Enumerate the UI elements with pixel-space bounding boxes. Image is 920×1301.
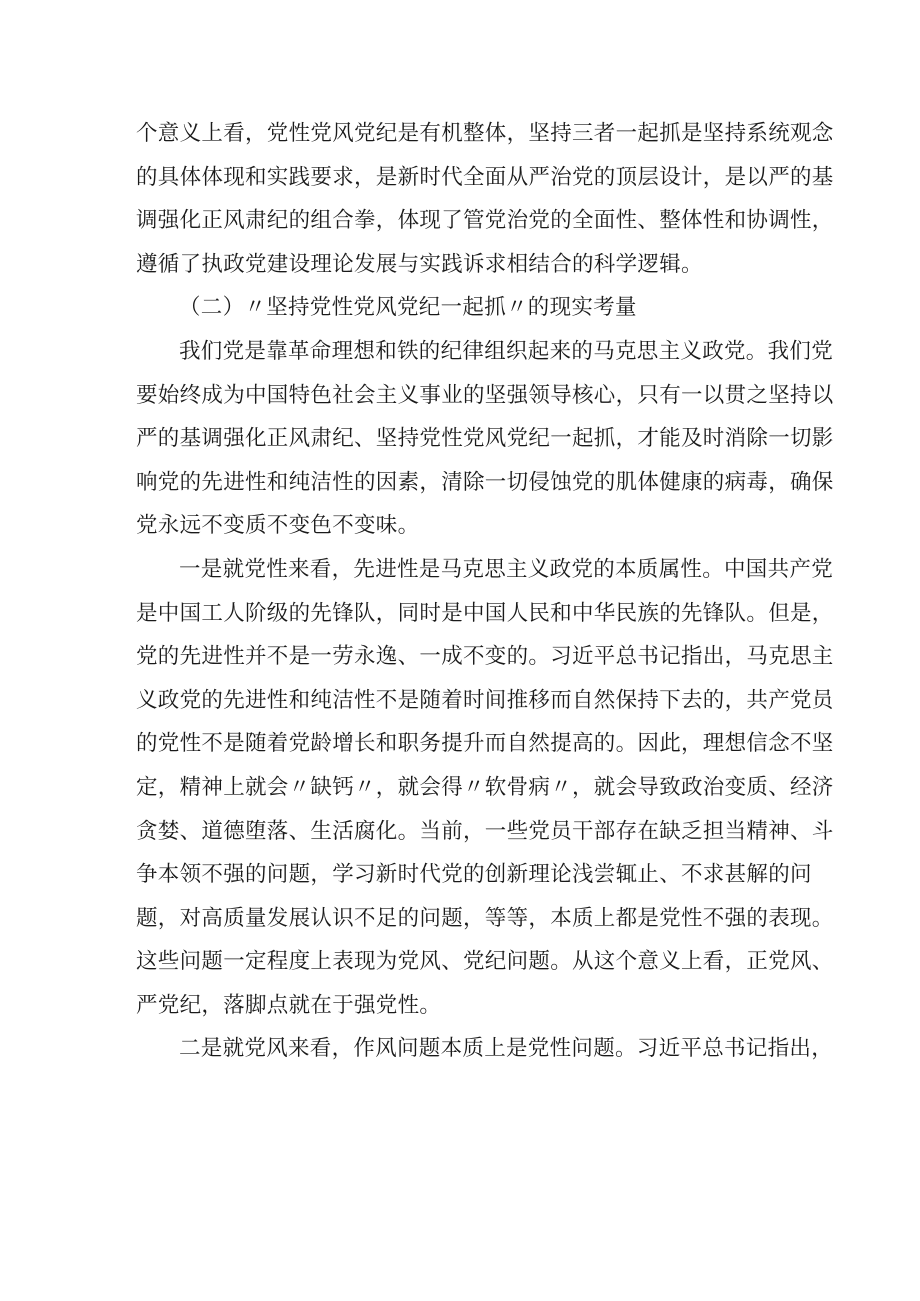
text-line: 贪婪、道德堕落、生活腐化。当前，一些党员干部存在缺乏担当精神、斗 [136, 818, 834, 844]
heading-text: （二）〃坚持党性党风党纪一起抓〃的现实考量 [179, 295, 637, 321]
section-heading [136, 286, 790, 330]
text-line: 遵循了执政党建设理论发展与实践诉求相结合的科学逻辑。 [136, 251, 703, 277]
text-line: 是中国工人阶级的先锋队，同时是中国人民和中华民族的先锋队。但是， [136, 600, 834, 626]
text-line: 党永远不变质不变色不变味。 [136, 513, 420, 539]
document-body [136, 112, 834, 1071]
paragraph-intro-continued [136, 112, 834, 286]
text-line: 要始终成为中国特色社会主义事业的坚强领导核心，只有一以贯之坚持以 [136, 382, 834, 408]
text-line: 的具体体现和实践要求，是新时代全面从严治党的顶层设计，是以严的基 [136, 164, 834, 190]
text-line: 这些问题一定程度上表现为党风、党纪问题。从这个意义上看，正党风、 [136, 949, 834, 975]
paragraph-party-nature [136, 548, 834, 1028]
text-line: 严的基调强化正风肃纪、坚持党性党风党纪一起抓，才能及时消除一切影 [136, 426, 834, 452]
text-line: 一是就党性来看，先进性是马克思主义政党的本质属性。中国共产党 [179, 556, 834, 582]
paragraph-party-revolution [136, 330, 834, 548]
text-line: 我们党是靠革命理想和铁的纪律组织起来的马克思主义政党。我们党 [179, 338, 834, 364]
text-line: 定，精神上就会〃缺钙〃，就会得〃软骨病〃，就会导致政治变质、经济 [136, 774, 834, 800]
text-line: 争本领不强的问题，学习新时代党的创新理论浅尝辄止、不求甚解的问 [136, 862, 812, 888]
text-line: 党的先进性并不是一劳永逸、一成不变的。习近平总书记指出，马克思主 [136, 644, 834, 670]
text-line: 调强化正风肃纪的组合拳，体现了管党治党的全面性、整体性和协调性， [136, 208, 834, 234]
text-line: 义政党的先进性和纯洁性不是随着时间推移而自然保持下去的，共产党员 [136, 687, 834, 713]
text-line: 严党纪，落脚点就在于强党性。 [136, 992, 442, 1018]
paragraph-party-style [136, 1027, 834, 1071]
text-line: 个意义上看，党性党风党纪是有机整体，坚持三者一起抓是坚持系统观念 [136, 121, 834, 146]
text-line: 响党的先进性和纯洁性的因素，清除一切侵蚀党的肌体健康的病毒，确保 [136, 469, 834, 495]
text-line: 题，对高质量发展认识不足的问题，等等，本质上都是党性不强的表现。 [136, 905, 834, 931]
text-line: 的党性不是随着党龄增长和职务提升而自然提高的。因此，理想信念不坚 [136, 731, 834, 757]
text-line: 二是就党风来看，作风问题本质上是党性问题。习近平总书记指出， [179, 1036, 834, 1062]
